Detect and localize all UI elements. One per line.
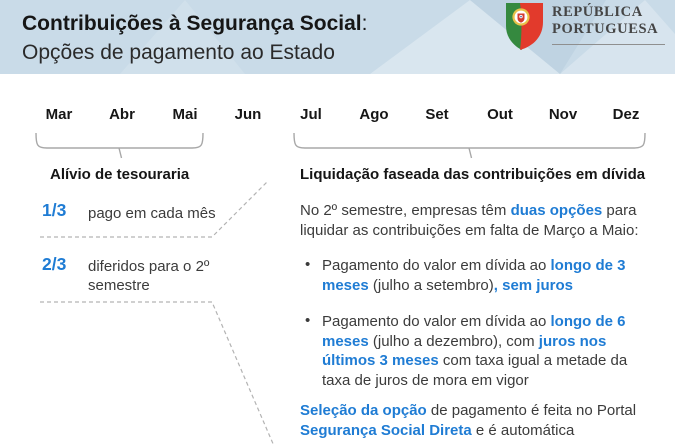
month-nov: Nov bbox=[548, 106, 578, 123]
payment-option-1 bbox=[303, 256, 658, 295]
payment-option-1-text: Pagamento do valor em dívida ao longo de 3 meses (julho a setembro), sem juros bbox=[322, 257, 626, 294]
right-panel-footer: Seleção da opção de pagamento é feita no Portal Segurança Social Direta e é automática bbox=[300, 402, 637, 439]
logo-line-1: REPÚBLICA bbox=[552, 4, 643, 20]
fraction-one-third-label: pago em cada mês bbox=[88, 205, 216, 222]
portugal-flag-icon bbox=[502, 2, 546, 52]
bullet-icon: • bbox=[305, 256, 311, 273]
logo-underline bbox=[552, 44, 665, 45]
timeline-brace-second-semester bbox=[294, 133, 645, 158]
logo-wordmark bbox=[552, 4, 658, 38]
connector-dashed-line-bottom bbox=[40, 302, 274, 446]
month-ago: Ago bbox=[359, 106, 389, 123]
title-line-2: Opções de pagamento ao Estado bbox=[22, 41, 335, 64]
title-colon: : bbox=[361, 12, 368, 35]
timeline-months bbox=[34, 106, 651, 123]
title-line-1 bbox=[22, 9, 367, 38]
left-panel-title: Alívio de tesouraria bbox=[50, 166, 190, 183]
right-panel-intro: No 2º semestre, empresas têm duas opções para liquidar as contribuições em falta de Março a Maio: bbox=[300, 202, 639, 239]
month-out: Out bbox=[487, 106, 513, 123]
republica-portuguesa-logo bbox=[502, 1, 667, 55]
month-mar: Mar bbox=[45, 106, 73, 123]
logo-line-2: PORTUGUESA bbox=[552, 21, 659, 37]
month-jul: Jul bbox=[300, 106, 322, 123]
page-title bbox=[22, 9, 367, 67]
month-set: Set bbox=[425, 106, 449, 123]
payment-option-2 bbox=[303, 312, 658, 390]
bullet-icon: • bbox=[305, 312, 311, 329]
right-panel-title: Liquidação faseada das contribuições em dívida bbox=[300, 166, 646, 183]
month-mai: Mai bbox=[172, 106, 198, 123]
title-main: Contribuições à Segurança Social bbox=[22, 12, 362, 35]
timeline-brace-first-semester bbox=[36, 133, 203, 158]
month-jun: Jun bbox=[234, 106, 262, 123]
fraction-one-third: 1/3 bbox=[42, 200, 67, 220]
fraction-two-thirds: 2/3 bbox=[42, 254, 67, 274]
fraction-two-thirds-label: diferidos para o 2º semestre bbox=[88, 258, 210, 294]
month-abr: Abr bbox=[109, 106, 135, 123]
payment-option-2-text: Pagamento do valor em dívida ao longo de 6 meses (julho a dezembro), com juros nos últimos 3 meses com taxa igual a metade da taxa de juros de mora em vigor bbox=[322, 313, 628, 389]
header-band bbox=[0, 0, 675, 74]
month-dez: Dez bbox=[612, 106, 640, 123]
